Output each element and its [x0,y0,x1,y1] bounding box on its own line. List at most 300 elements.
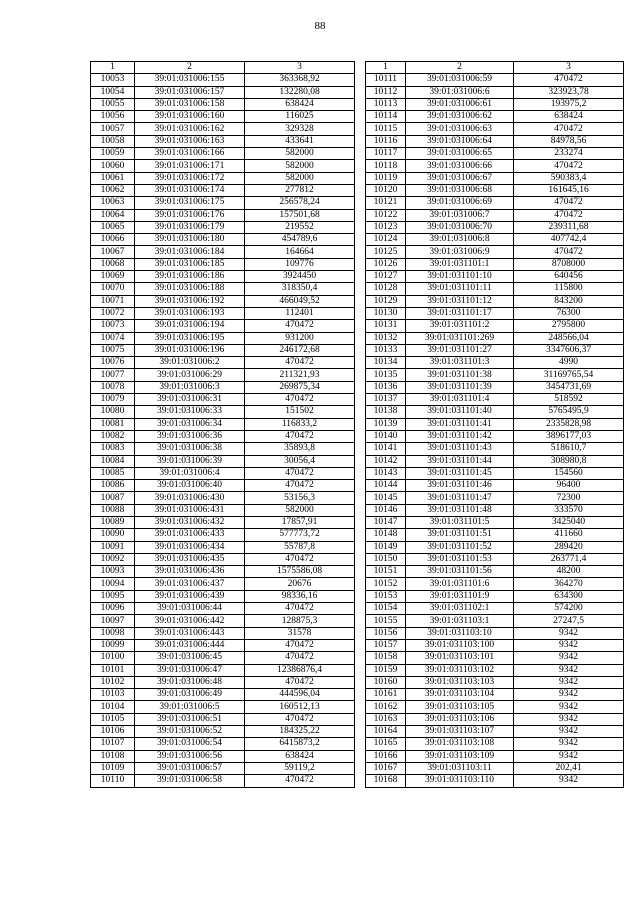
row-number-cell: 10053 [91,74,135,86]
value-cell: 470472 [245,713,355,725]
value-cell: 470472 [245,603,355,615]
cadastral-number-cell: 39:01:031101:46 [406,480,514,492]
value-cell: 184325,22 [245,726,355,738]
row-number-cell: 10099 [91,639,135,651]
row-number-cell: 10129 [366,295,406,307]
table-row [366,234,624,246]
row-number-cell: 10124 [366,234,406,246]
row-number-cell: 10105 [91,713,135,725]
row-number-cell: 10159 [366,664,406,676]
cadastral-number-cell: 39:01:031006:166 [135,148,245,160]
row-number-cell: 10085 [91,467,135,479]
row-number-cell: 10102 [91,676,135,688]
table-row [91,86,355,98]
cadastral-number-cell: 39:01:031006:160 [135,111,245,123]
table-row [366,516,624,528]
table-row [366,480,624,492]
data-table-left [90,61,355,788]
cadastral-number-cell: 39:01:031006:434 [135,541,245,553]
value-cell: 470472 [245,467,355,479]
row-number-cell: 10121 [366,197,406,209]
cadastral-number-cell: 39:01:031006:444 [135,639,245,651]
cadastral-number-cell: 39:01:031101:48 [406,504,514,516]
cadastral-number-cell: 39:01:031103:100 [406,639,514,651]
row-number-cell: 10115 [366,123,406,135]
value-cell: 248566,04 [514,332,624,344]
row-number-cell: 10065 [91,221,135,233]
table-row [91,344,355,356]
value-cell: 574200 [514,603,624,615]
row-number-cell: 10058 [91,135,135,147]
table-row [91,553,355,565]
cadastral-number-cell: 39:01:031006:5 [135,701,245,713]
row-number-cell: 10086 [91,480,135,492]
row-number-cell: 10147 [366,516,406,528]
cadastral-number-cell: 39:01:031006:162 [135,123,245,135]
row-number-cell: 10167 [366,762,406,774]
table-row [366,258,624,270]
value-cell: 9342 [514,664,624,676]
cadastral-number-cell: 39:01:031006:62 [406,111,514,123]
cadastral-number-cell: 39:01:031101:5 [406,516,514,528]
cadastral-number-cell: 39:01:031006:33 [135,406,245,418]
row-number-cell: 10071 [91,295,135,307]
cadastral-number-cell: 39:01:031006:44 [135,603,245,615]
header-cell-1: 1 [91,62,135,74]
value-cell: 638424 [245,750,355,762]
table-row [91,504,355,516]
value-cell: 27247,5 [514,615,624,627]
value-cell: 30056,4 [245,455,355,467]
cadastral-number-cell: 39:01:031006:437 [135,578,245,590]
row-number-cell: 10084 [91,455,135,467]
cadastral-number-cell: 39:01:031006:188 [135,283,245,295]
table-row [91,676,355,688]
table-row [91,480,355,492]
table-row [366,775,624,787]
cadastral-number-cell: 39:01:031103:1 [406,615,514,627]
table-row [91,541,355,553]
row-number-cell: 10101 [91,664,135,676]
value-cell: 76300 [514,307,624,319]
value-cell: 2335828,98 [514,418,624,430]
value-cell: 9342 [514,639,624,651]
value-cell: 115800 [514,283,624,295]
value-cell: 164664 [245,246,355,258]
row-number-cell: 10141 [366,443,406,455]
value-cell: 269875,34 [245,381,355,393]
table-row [91,209,355,221]
row-number-cell: 10125 [366,246,406,258]
cadastral-number-cell: 39:01:031101:10 [406,271,514,283]
value-cell: 454789,6 [245,234,355,246]
row-number-cell: 10162 [366,701,406,713]
row-number-cell: 10156 [366,627,406,639]
row-number-cell: 10119 [366,172,406,184]
row-number-cell: 10138 [366,406,406,418]
value-cell: 323923,78 [514,86,624,98]
cadastral-number-cell: 39:01:031006:48 [135,676,245,688]
value-cell: 35893,8 [245,443,355,455]
row-number-cell: 10082 [91,430,135,442]
table-row [91,578,355,590]
row-number-cell: 10061 [91,172,135,184]
value-cell: 470472 [245,652,355,664]
cadastral-number-cell: 39:01:031101:269 [406,332,514,344]
table-row [91,172,355,184]
value-cell: 128875,3 [245,615,355,627]
value-cell: 1575586,08 [245,566,355,578]
cadastral-number-cell: 39:01:031006:57 [135,762,245,774]
row-number-cell: 10080 [91,406,135,418]
cadastral-number-cell: 39:01:031006:9 [406,246,514,258]
cadastral-number-cell: 39:01:031006:157 [135,86,245,98]
row-number-cell: 10122 [366,209,406,221]
cadastral-number-cell: 39:01:031006:31 [135,394,245,406]
table-row [366,283,624,295]
row-number-cell: 10140 [366,430,406,442]
cadastral-number-cell: 39:01:031101:51 [406,529,514,541]
table-row [91,197,355,209]
table-row [91,307,355,319]
cadastral-number-cell: 39:01:031006:186 [135,271,245,283]
cadastral-number-cell: 39:01:031006:430 [135,492,245,504]
value-cell: 9342 [514,652,624,664]
table-row [366,430,624,442]
cadastral-number-cell: 39:01:031006:49 [135,689,245,701]
value-cell: 640456 [514,271,624,283]
value-cell: 444596,04 [245,689,355,701]
header-cell-2: 2 [406,62,514,74]
row-number-cell: 10100 [91,652,135,664]
value-cell: 72300 [514,492,624,504]
table-row [91,98,355,110]
row-number-cell: 10095 [91,590,135,602]
row-number-cell: 10146 [366,504,406,516]
cadastral-number-cell: 39:01:031006:185 [135,258,245,270]
cadastral-number-cell: 39:01:031101:52 [406,541,514,553]
table-row [91,271,355,283]
row-number-cell: 10072 [91,307,135,319]
cadastral-number-cell: 39:01:031006:69 [406,197,514,209]
row-number-cell: 10135 [366,369,406,381]
cadastral-number-cell: 39:01:031006:45 [135,652,245,664]
row-number-cell: 10155 [366,615,406,627]
table-row [91,221,355,233]
cadastral-number-cell: 39:01:031006:180 [135,234,245,246]
value-cell: 202,41 [514,762,624,774]
cadastral-number-cell: 39:01:031103:110 [406,775,514,787]
value-cell: 9342 [514,775,624,787]
table-row [366,135,624,147]
cadastral-number-cell: 39:01:031006:67 [406,172,514,184]
row-number-cell: 10151 [366,566,406,578]
row-number-cell: 10090 [91,529,135,541]
table-row [366,406,624,418]
cadastral-number-cell: 39:01:031103:103 [406,676,514,688]
table-row [366,652,624,664]
table-row [366,344,624,356]
cadastral-number-cell: 39:01:031101:1 [406,258,514,270]
row-number-cell: 10152 [366,578,406,590]
value-cell: 470472 [514,197,624,209]
table-row [91,332,355,344]
table-row [366,369,624,381]
cadastral-number-cell: 39:01:031006:29 [135,369,245,381]
row-number-cell: 10097 [91,615,135,627]
cadastral-number-cell: 39:01:031101:43 [406,443,514,455]
header-row [91,62,355,74]
table-row [366,307,624,319]
row-number-cell: 10074 [91,332,135,344]
cadastral-number-cell: 39:01:031006:68 [406,184,514,196]
row-number-cell: 10111 [366,74,406,86]
table-row [366,639,624,651]
row-number-cell: 10118 [366,160,406,172]
cadastral-number-cell: 39:01:031103:106 [406,713,514,725]
table-row [91,762,355,774]
cadastral-number-cell: 39:01:031006:171 [135,160,245,172]
cadastral-number-cell: 39:01:031006:172 [135,172,245,184]
value-cell: 363368,92 [245,74,355,86]
cadastral-number-cell: 39:01:031006:56 [135,750,245,762]
table-row [366,295,624,307]
cadastral-number-cell: 39:01:031006:47 [135,664,245,676]
table-row [91,738,355,750]
row-number-cell: 10089 [91,516,135,528]
table-row [91,750,355,762]
value-cell: 239311,68 [514,221,624,233]
cadastral-number-cell: 39:01:031006:70 [406,221,514,233]
value-cell: 5765495,9 [514,406,624,418]
value-cell: 470472 [245,320,355,332]
table-row [366,566,624,578]
table-row [91,713,355,725]
cadastral-number-cell: 39:01:031006:192 [135,295,245,307]
table-row [366,578,624,590]
row-number-cell: 10107 [91,738,135,750]
cadastral-number-cell: 39:01:031103:104 [406,689,514,701]
table-row [91,123,355,135]
table-row [366,111,624,123]
value-cell: 470472 [245,357,355,369]
table-row [366,209,624,221]
table-row [91,406,355,418]
row-number-cell: 10069 [91,271,135,283]
cadastral-number-cell: 39:01:031006:38 [135,443,245,455]
table-row [366,221,624,233]
value-cell: 308980,8 [514,455,624,467]
row-number-cell: 10139 [366,418,406,430]
value-cell: 638424 [245,98,355,110]
row-number-cell: 10059 [91,148,135,160]
value-cell: 470472 [514,123,624,135]
cadastral-number-cell: 39:01:031101:44 [406,455,514,467]
value-cell: 20676 [245,578,355,590]
table-row [366,467,624,479]
value-cell: 9342 [514,750,624,762]
table-row [366,320,624,332]
table-row [91,455,355,467]
cadastral-number-cell: 39:01:031006:8 [406,234,514,246]
row-number-cell: 10127 [366,271,406,283]
cadastral-number-cell: 39:01:031006:34 [135,418,245,430]
value-cell: 151502 [245,406,355,418]
value-cell: 470472 [514,74,624,86]
value-cell: 3896177,03 [514,430,624,442]
table-row [366,504,624,516]
table-row [91,652,355,664]
cadastral-number-cell: 39:01:031006:2 [135,357,245,369]
table-row [366,664,624,676]
row-number-cell: 10078 [91,381,135,393]
row-number-cell: 10132 [366,332,406,344]
cadastral-number-cell: 39:01:031101:2 [406,320,514,332]
row-number-cell: 10057 [91,123,135,135]
value-cell: 634300 [514,590,624,602]
row-number-cell: 10149 [366,541,406,553]
table-row [366,603,624,615]
row-number-cell: 10126 [366,258,406,270]
row-number-cell: 10163 [366,713,406,725]
row-number-cell: 10103 [91,689,135,701]
value-cell: 112401 [245,307,355,319]
value-cell: 277812 [245,184,355,196]
table-row [366,701,624,713]
value-cell: 17857,91 [245,516,355,528]
cadastral-number-cell: 39:01:031006:4 [135,467,245,479]
cadastral-number-cell: 39:01:031006:175 [135,197,245,209]
table-row [366,689,624,701]
cadastral-number-cell: 39:01:031101:47 [406,492,514,504]
cadastral-number-cell: 39:01:031006:179 [135,221,245,233]
value-cell: 590383,4 [514,172,624,184]
table-row [366,590,624,602]
table-row [91,701,355,713]
table-row [366,418,624,430]
value-cell: 9342 [514,738,624,750]
row-number-cell: 10148 [366,529,406,541]
value-cell: 407742,4 [514,234,624,246]
cadastral-number-cell: 39:01:031006:52 [135,726,245,738]
cadastral-number-cell: 39:01:031006:184 [135,246,245,258]
cadastral-number-cell: 39:01:031006:436 [135,566,245,578]
value-cell: 256578,24 [245,197,355,209]
page-number: 88 [314,20,326,32]
cadastral-number-cell: 39:01:031103:108 [406,738,514,750]
value-cell: 843200 [514,295,624,307]
row-number-cell: 10157 [366,639,406,651]
cadastral-number-cell: 39:01:031103:11 [406,762,514,774]
table-row [366,86,624,98]
table-row [91,381,355,393]
table-row [366,246,624,258]
row-number-cell: 10098 [91,627,135,639]
value-cell: 470472 [245,480,355,492]
table-row [366,160,624,172]
value-cell: 4990 [514,357,624,369]
row-number-cell: 10088 [91,504,135,516]
value-cell: 466049,52 [245,295,355,307]
header-cell-1: 1 [366,62,406,74]
value-cell: 470472 [245,430,355,442]
table-row [366,492,624,504]
row-number-cell: 10068 [91,258,135,270]
cadastral-number-cell: 39:01:031006:36 [135,430,245,442]
table-row [91,627,355,639]
row-number-cell: 10154 [366,603,406,615]
row-number-cell: 10137 [366,394,406,406]
cadastral-number-cell: 39:01:031006:59 [406,74,514,86]
value-cell: 2795800 [514,320,624,332]
row-number-cell: 10079 [91,394,135,406]
table-row [91,590,355,602]
cadastral-number-cell: 39:01:031101:17 [406,307,514,319]
cadastral-number-cell: 39:01:031006:61 [406,98,514,110]
value-cell: 470472 [514,246,624,258]
cadastral-number-cell: 39:01:031101:40 [406,406,514,418]
row-number-cell: 10160 [366,676,406,688]
table-row [91,775,355,787]
value-cell: 263771,4 [514,553,624,565]
table-row [91,283,355,295]
table-row [366,381,624,393]
row-number-cell: 10168 [366,775,406,787]
cadastral-number-cell: 39:01:031006:63 [406,123,514,135]
row-number-cell: 10116 [366,135,406,147]
row-number-cell: 10096 [91,603,135,615]
row-number-cell: 10104 [91,701,135,713]
value-cell: 9342 [514,689,624,701]
row-number-cell: 10133 [366,344,406,356]
value-cell: 470472 [245,553,355,565]
value-cell: 433641 [245,135,355,147]
cadastral-number-cell: 39:01:031006:174 [135,184,245,196]
row-number-cell: 10123 [366,221,406,233]
cadastral-number-cell: 39:01:031006:54 [135,738,245,750]
value-cell: 6415873,2 [245,738,355,750]
row-number-cell: 10136 [366,381,406,393]
row-number-cell: 10081 [91,418,135,430]
data-table-right [365,61,624,788]
cadastral-number-cell: 39:01:031103:102 [406,664,514,676]
value-cell: 98336,16 [245,590,355,602]
cadastral-number-cell: 39:01:031101:42 [406,430,514,442]
value-cell: 318350,4 [245,283,355,295]
value-cell: 154560 [514,467,624,479]
value-cell: 219552 [245,221,355,233]
table-row [91,357,355,369]
cadastral-number-cell: 39:01:031101:27 [406,344,514,356]
cadastral-number-cell: 39:01:031006:3 [135,381,245,393]
row-number-cell: 10093 [91,566,135,578]
table-row [366,148,624,160]
table-row [366,615,624,627]
value-cell: 53156,3 [245,492,355,504]
row-number-cell: 10062 [91,184,135,196]
table-row [91,135,355,147]
table-row [366,529,624,541]
value-cell: 411660 [514,529,624,541]
table-row [91,603,355,615]
cadastral-number-cell: 39:01:031103:10 [406,627,514,639]
value-cell: 289420 [514,541,624,553]
cadastral-number-cell: 39:01:031006:195 [135,332,245,344]
value-cell: 364270 [514,578,624,590]
cadastral-number-cell: 39:01:031006:7 [406,209,514,221]
header-cell-2: 2 [135,62,245,74]
table-row [91,111,355,123]
